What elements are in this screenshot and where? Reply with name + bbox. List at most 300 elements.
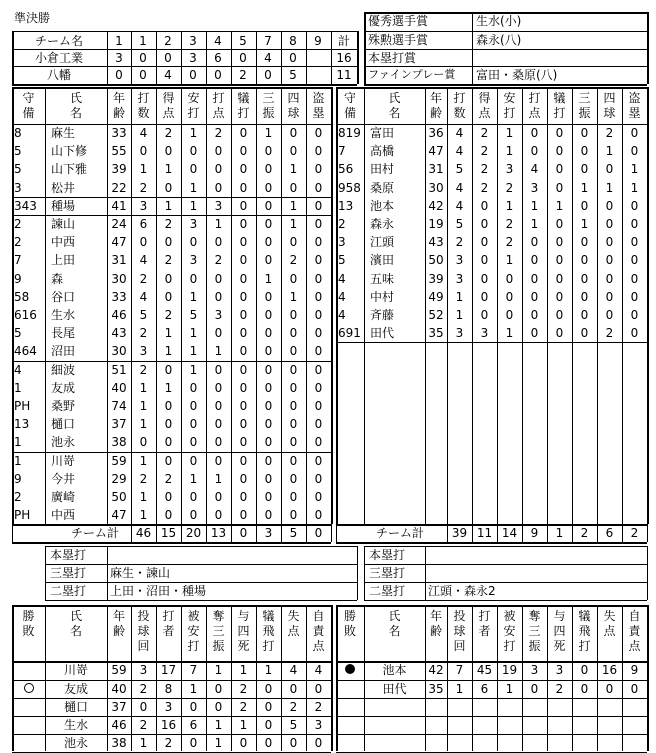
batting-stat: 0 bbox=[189, 399, 198, 413]
v-rule bbox=[364, 605, 365, 751]
player-name: 細波 bbox=[51, 362, 76, 377]
v-rule bbox=[131, 31, 132, 84]
v-rule bbox=[364, 87, 365, 524]
batting-stat: 0 bbox=[530, 289, 539, 304]
position: 2 bbox=[14, 217, 22, 231]
batting-stat: 0 bbox=[189, 235, 198, 250]
batting-stat: 1 bbox=[139, 162, 148, 177]
h-rule bbox=[45, 564, 357, 565]
v-rule bbox=[472, 524, 473, 542]
player-name: 樋口 bbox=[51, 417, 76, 432]
batting-stat: 2 bbox=[505, 180, 514, 195]
batting-stat: 0 bbox=[314, 490, 323, 504]
h-rule bbox=[336, 680, 647, 681]
v-rule bbox=[497, 605, 498, 751]
batting-stat: 0 bbox=[314, 380, 323, 395]
batting-stat: 0 bbox=[264, 198, 273, 213]
batting-stat: 3 bbox=[139, 198, 148, 213]
batting-stat: 1 bbox=[189, 198, 198, 213]
pitching-stat: 38 bbox=[111, 736, 127, 751]
batting-stat: 3 bbox=[189, 217, 198, 231]
batting-stat: 0 bbox=[164, 289, 173, 304]
batting-stat: 0 bbox=[580, 289, 589, 304]
batting-stat: 1 bbox=[555, 198, 564, 213]
v-rule bbox=[306, 605, 307, 751]
batting-stat: 0 bbox=[314, 344, 323, 359]
batting-stat: 0 bbox=[289, 380, 298, 395]
pitching-header: 年齢 bbox=[112, 609, 125, 639]
pitching-stat: 1 bbox=[214, 736, 223, 751]
pitching-stat: 2 bbox=[239, 699, 248, 714]
h-rule bbox=[364, 66, 647, 67]
v-rule bbox=[597, 605, 598, 751]
batting-stat: 1 bbox=[139, 417, 148, 432]
award-value: 富田・桑原(八) bbox=[476, 68, 558, 82]
pitching-stat: 1 bbox=[189, 681, 198, 696]
player-name: 長尾 bbox=[51, 326, 76, 341]
v-rule bbox=[336, 605, 338, 751]
team-total-stat: 46 bbox=[135, 526, 152, 541]
player-name: 川嵜 bbox=[51, 453, 76, 468]
position: 464 bbox=[14, 344, 37, 359]
batting-stat: 1 bbox=[289, 289, 298, 304]
batting-stat: 0 bbox=[264, 326, 273, 341]
pitching-header: 投球回 bbox=[453, 609, 466, 654]
batting-header: 安打 bbox=[187, 91, 200, 120]
v-rule bbox=[547, 524, 548, 542]
batting-header: 三振 bbox=[262, 91, 275, 120]
pitching-stat: 19 bbox=[501, 663, 518, 678]
h-rule bbox=[12, 734, 331, 735]
batting-stat: 1 bbox=[289, 198, 298, 213]
pitching-stat: 4 bbox=[289, 663, 298, 678]
batting-stat: 0 bbox=[555, 271, 564, 286]
position: 616 bbox=[14, 308, 37, 322]
batting-stat: 0 bbox=[314, 417, 323, 432]
batting-stat: 0 bbox=[189, 162, 198, 177]
v-rule bbox=[131, 524, 132, 542]
inning-score: 3 bbox=[115, 51, 123, 65]
h-rule bbox=[336, 698, 647, 699]
player-name: 諫山 bbox=[51, 217, 76, 231]
batting-stat: 0 bbox=[139, 144, 148, 159]
batting-stat: 0 bbox=[314, 126, 323, 140]
batting-stat: 2 bbox=[139, 471, 148, 486]
pitcher-name: 川嵜 bbox=[63, 663, 89, 678]
team-total-label-left: チーム計 bbox=[70, 526, 120, 541]
pitching-header: 年齢 bbox=[429, 609, 442, 639]
batting-stat: 0 bbox=[214, 399, 223, 413]
batting-stat: 0 bbox=[289, 508, 298, 523]
v-rule bbox=[647, 546, 648, 600]
batting-stat: 74 bbox=[111, 399, 127, 413]
team-total-stat: 1 bbox=[555, 526, 564, 541]
position: 1 bbox=[14, 453, 22, 468]
h-rule bbox=[12, 124, 331, 125]
batting-stat: 0 bbox=[239, 235, 248, 250]
batting-stat: 0 bbox=[289, 271, 298, 286]
batting-stat: 0 bbox=[555, 326, 564, 341]
player-name: 五味 bbox=[370, 271, 395, 286]
batting-stat: 0 bbox=[530, 126, 539, 140]
batting-stat: 0 bbox=[605, 289, 614, 304]
batting-stat: 1 bbox=[530, 217, 539, 231]
batting-stat: 0 bbox=[239, 453, 248, 468]
batting-header: 打数 bbox=[137, 91, 150, 120]
position: 5 bbox=[14, 326, 22, 341]
v-rule bbox=[647, 524, 648, 542]
batting-stat: 0 bbox=[214, 435, 223, 450]
batting-stat: 1 bbox=[164, 326, 173, 341]
batting-stat: 0 bbox=[264, 453, 273, 468]
pitching-stat: 45 bbox=[476, 663, 493, 678]
pitching-header: 勝敗 bbox=[22, 609, 35, 639]
v-rule bbox=[357, 31, 359, 84]
v-rule bbox=[647, 12, 649, 84]
batting-stat: 0 bbox=[314, 289, 323, 304]
pitching-stat: 16 bbox=[601, 663, 618, 678]
batting-stat: 0 bbox=[239, 380, 248, 395]
pitching-stat: 6 bbox=[189, 718, 198, 732]
batting-stat: 1 bbox=[264, 126, 273, 140]
batting-stat: 0 bbox=[314, 180, 323, 195]
position: 4 bbox=[338, 271, 346, 286]
batting-stat: 3 bbox=[214, 198, 223, 213]
batting-stat: 0 bbox=[239, 198, 248, 213]
h-rule bbox=[12, 197, 331, 198]
batting-stat: 50 bbox=[428, 253, 444, 268]
position: 58 bbox=[14, 289, 30, 304]
v-rule bbox=[547, 605, 548, 751]
v-rule bbox=[281, 31, 282, 84]
batting-stat: 0 bbox=[314, 253, 323, 268]
pitching-stat: 4 bbox=[314, 663, 323, 678]
batting-stat: 0 bbox=[605, 271, 614, 286]
v-rule bbox=[622, 87, 623, 524]
batting-stat: 31 bbox=[111, 253, 127, 268]
batting-stat: 5 bbox=[455, 162, 464, 177]
batting-stat: 0 bbox=[530, 326, 539, 341]
batting-stat: 5 bbox=[189, 308, 198, 322]
batting-stat: 1 bbox=[139, 399, 148, 413]
batting-stat: 0 bbox=[189, 508, 198, 523]
extra-base-players: 麻生・諫山 bbox=[110, 566, 171, 581]
batting-stat: 1 bbox=[139, 453, 148, 468]
batting-stat: 1 bbox=[289, 162, 298, 177]
batting-stat: 1 bbox=[189, 289, 198, 304]
pitching-header: 勝敗 bbox=[343, 609, 356, 639]
batting-stat: 0 bbox=[289, 144, 298, 159]
v-rule bbox=[12, 524, 13, 542]
batting-header: 盗塁 bbox=[312, 91, 325, 120]
player-name: 麻生 bbox=[51, 126, 76, 140]
batting-stat: 4 bbox=[139, 289, 148, 304]
h-rule bbox=[12, 698, 331, 699]
batting-stat: 0 bbox=[189, 435, 198, 450]
inning-score: 0 bbox=[214, 68, 222, 82]
batting-stat: 1 bbox=[139, 380, 148, 395]
batting-stat: 1 bbox=[630, 180, 639, 195]
batting-stat: 0 bbox=[264, 344, 273, 359]
award-label: 本塁打賞 bbox=[368, 51, 417, 65]
v-rule bbox=[256, 524, 257, 542]
batting-stat: 2 bbox=[164, 253, 173, 268]
v-rule bbox=[497, 524, 498, 542]
batting-stat: 1 bbox=[605, 144, 614, 159]
batting-stat: 0 bbox=[239, 471, 248, 486]
batting-stat: 3 bbox=[189, 253, 198, 268]
batting-stat: 30 bbox=[111, 344, 127, 359]
batting-stat: 0 bbox=[214, 453, 223, 468]
pitching-header: 奪三振 bbox=[212, 609, 225, 654]
v-rule bbox=[45, 87, 46, 524]
batting-stat: 0 bbox=[289, 308, 298, 322]
pitching-stat: 42 bbox=[428, 663, 444, 678]
batting-stat: 2 bbox=[214, 126, 223, 140]
player-name: 今井 bbox=[51, 471, 76, 486]
batting-stat: 0 bbox=[630, 198, 639, 213]
position: 5 bbox=[14, 144, 22, 159]
batting-stat: 0 bbox=[289, 344, 298, 359]
linescore-total: 11 bbox=[336, 68, 352, 82]
pitching-stat: 1 bbox=[239, 663, 248, 678]
batting-stat: 0 bbox=[264, 380, 273, 395]
team-total-stat: 15 bbox=[160, 526, 177, 541]
inning-score: 2 bbox=[239, 68, 247, 82]
v-rule bbox=[647, 87, 649, 524]
batting-stat: 1 bbox=[455, 289, 464, 304]
batting-stat: 0 bbox=[314, 326, 323, 341]
batting-stat: 0 bbox=[314, 308, 323, 322]
batting-stat: 4 bbox=[455, 144, 464, 159]
position: 9 bbox=[14, 471, 22, 486]
batting-stat: 51 bbox=[111, 362, 127, 377]
pitching-stat: 0 bbox=[264, 699, 273, 714]
batting-stat: 1 bbox=[455, 308, 464, 322]
pitcher-name: 田代 bbox=[382, 681, 407, 696]
team-total-stat: 39 bbox=[451, 526, 468, 541]
batting-stat: 0 bbox=[480, 253, 489, 268]
player-name: 桑野 bbox=[51, 399, 76, 413]
batting-header: 打数 bbox=[453, 91, 466, 120]
batting-stat: 0 bbox=[239, 308, 248, 322]
batting-stat: 0 bbox=[630, 326, 639, 341]
batting-stat: 4 bbox=[139, 126, 148, 140]
batting-header: 守備 bbox=[343, 91, 356, 120]
pitching-stat: 2 bbox=[164, 736, 173, 751]
position: 4 bbox=[338, 308, 346, 322]
batting-stat: 0 bbox=[289, 326, 298, 341]
position: 2 bbox=[14, 235, 22, 250]
position: 7 bbox=[14, 253, 22, 268]
batting-stat: 37 bbox=[111, 417, 127, 432]
batting-stat: 39 bbox=[111, 162, 127, 177]
linescore-total: 16 bbox=[336, 51, 352, 65]
extra-base-label: 二塁打 bbox=[50, 584, 87, 599]
v-rule bbox=[231, 87, 232, 524]
batting-stat: 1 bbox=[189, 180, 198, 195]
pitching-stat: 9 bbox=[630, 663, 639, 678]
batting-stat: 0 bbox=[239, 417, 248, 432]
batting-stat: 0 bbox=[239, 126, 248, 140]
batting-stat: 1 bbox=[139, 508, 148, 523]
batting-stat: 0 bbox=[314, 144, 323, 159]
player-name: 江頭 bbox=[370, 235, 395, 250]
batting-stat: 0 bbox=[530, 253, 539, 268]
batting-stat: 40 bbox=[111, 380, 127, 395]
player-name: 山下修 bbox=[51, 144, 88, 159]
batting-stat: 0 bbox=[264, 471, 273, 486]
v-rule bbox=[45, 546, 46, 600]
batting-stat: 3 bbox=[480, 326, 489, 341]
batting-stat: 0 bbox=[264, 435, 273, 450]
batting-stat: 3 bbox=[214, 308, 223, 322]
position: 819 bbox=[338, 126, 361, 140]
linescore-total-header: 計 bbox=[337, 34, 351, 48]
batting-stat: 0 bbox=[505, 308, 514, 322]
batting-stat: 0 bbox=[139, 235, 148, 250]
batting-stat: 0 bbox=[555, 144, 564, 159]
v-rule bbox=[622, 605, 623, 751]
batting-stat: 47 bbox=[111, 235, 127, 250]
batting-stat: 4 bbox=[530, 162, 539, 177]
pitching-header: 与四死 bbox=[237, 609, 250, 654]
batting-stat: 0 bbox=[480, 198, 489, 213]
pitching-stat: 1 bbox=[505, 681, 514, 696]
team-total-stat: 0 bbox=[314, 526, 323, 541]
batting-stat: 0 bbox=[239, 490, 248, 504]
batting-stat: 1 bbox=[189, 126, 198, 140]
batting-stat: 2 bbox=[139, 180, 148, 195]
batting-header: 四球 bbox=[603, 91, 616, 120]
pitching-stat: 2 bbox=[289, 699, 298, 714]
batting-stat: 0 bbox=[164, 435, 173, 450]
pitching-stat: 0 bbox=[289, 681, 298, 696]
pitching-stat: 2 bbox=[555, 681, 564, 696]
batting-stat: 0 bbox=[189, 144, 198, 159]
batting-stat: 0 bbox=[314, 471, 323, 486]
batting-stat: 0 bbox=[605, 198, 614, 213]
batting-stat: 0 bbox=[580, 126, 589, 140]
pitching-stat: 0 bbox=[189, 699, 198, 714]
batting-stat: 2 bbox=[164, 308, 173, 322]
pitching-stat: 1 bbox=[214, 718, 223, 732]
team-total-stat: 11 bbox=[476, 526, 493, 541]
win-mark bbox=[345, 664, 355, 674]
batting-stat: 43 bbox=[428, 235, 444, 250]
batting-stat: 0 bbox=[214, 490, 223, 504]
v-rule bbox=[206, 605, 207, 751]
pitching-header: 奪三振 bbox=[528, 609, 541, 654]
inning-score: 0 bbox=[139, 68, 147, 82]
h-rule bbox=[336, 605, 647, 607]
batting-stat: 2 bbox=[605, 126, 614, 140]
v-rule bbox=[181, 87, 182, 524]
batting-stat: 2 bbox=[480, 162, 489, 177]
v-rule bbox=[547, 87, 548, 524]
player-name: 山下雅 bbox=[51, 162, 88, 177]
h-rule bbox=[12, 542, 331, 544]
v-rule bbox=[181, 605, 182, 751]
pitcher-name: 池永 bbox=[63, 736, 89, 751]
pitching-stat: 1 bbox=[139, 736, 148, 751]
v-rule bbox=[156, 524, 157, 542]
pitching-stat: 0 bbox=[139, 699, 148, 714]
batting-stat: 1 bbox=[505, 198, 514, 213]
v-rule bbox=[522, 605, 523, 751]
batting-stat: 3 bbox=[455, 271, 464, 286]
batting-stat: 0 bbox=[630, 253, 639, 268]
inning-header: 4 bbox=[214, 34, 222, 48]
batting-stat: 0 bbox=[480, 217, 489, 231]
batting-stat: 0 bbox=[214, 180, 223, 195]
inning-score: 4 bbox=[164, 68, 172, 82]
batting-stat: 0 bbox=[164, 417, 173, 432]
inning-score: 0 bbox=[139, 51, 147, 65]
batting-stat: 0 bbox=[289, 453, 298, 468]
batting-stat: 0 bbox=[239, 144, 248, 159]
position: 3 bbox=[14, 180, 22, 195]
v-rule bbox=[472, 87, 473, 524]
pitching-stat: 0 bbox=[630, 681, 639, 696]
batting-stat: 0 bbox=[264, 144, 273, 159]
batting-stat: 2 bbox=[505, 235, 514, 250]
batting-stat: 0 bbox=[314, 508, 323, 523]
batting-stat: 0 bbox=[239, 180, 248, 195]
batting-stat: 2 bbox=[164, 217, 173, 231]
batting-stat: 3 bbox=[455, 253, 464, 268]
batting-stat: 2 bbox=[480, 180, 489, 195]
v-rule bbox=[156, 605, 157, 751]
v-rule bbox=[231, 524, 232, 542]
inning-header: 9 bbox=[314, 34, 322, 48]
batting-stat: 0 bbox=[555, 235, 564, 250]
batting-stat: 1 bbox=[139, 490, 148, 504]
team-total-label-right: チーム計 bbox=[375, 526, 425, 541]
pitching-stat: 8 bbox=[164, 681, 173, 696]
team-total-stat: 20 bbox=[185, 526, 202, 541]
player-name: 中西 bbox=[51, 235, 76, 250]
position: 7 bbox=[338, 144, 346, 159]
batting-stat: 0 bbox=[164, 271, 173, 286]
pitching-stat: 3 bbox=[555, 663, 564, 678]
extra-base-label: 本塁打 bbox=[369, 548, 406, 563]
batting-stat: 4 bbox=[455, 198, 464, 213]
v-rule bbox=[131, 87, 132, 524]
batting-stat: 0 bbox=[239, 399, 248, 413]
batting-stat: 33 bbox=[111, 289, 127, 304]
v-rule bbox=[156, 87, 157, 524]
loss-mark bbox=[24, 683, 34, 693]
batting-header: 犠打 bbox=[553, 91, 566, 120]
batting-stat: 0 bbox=[289, 180, 298, 195]
batting-stat: 43 bbox=[111, 326, 127, 341]
v-rule bbox=[331, 524, 332, 542]
pitching-stat: 0 bbox=[605, 681, 614, 696]
batting-stat: 1 bbox=[505, 326, 514, 341]
inning-score: 5 bbox=[289, 68, 297, 82]
player-name: 森 bbox=[51, 271, 64, 286]
pitching-stat: 0 bbox=[580, 663, 589, 678]
batting-stat: 1 bbox=[505, 144, 514, 159]
batting-stat: 1 bbox=[530, 198, 539, 213]
pitching-stat: 0 bbox=[580, 681, 589, 696]
batting-stat: 0 bbox=[580, 198, 589, 213]
batting-stat: 0 bbox=[580, 253, 589, 268]
batting-stat: 0 bbox=[314, 435, 323, 450]
pitching-header: 氏名 bbox=[388, 609, 401, 639]
pitching-stat: 2 bbox=[314, 699, 323, 714]
